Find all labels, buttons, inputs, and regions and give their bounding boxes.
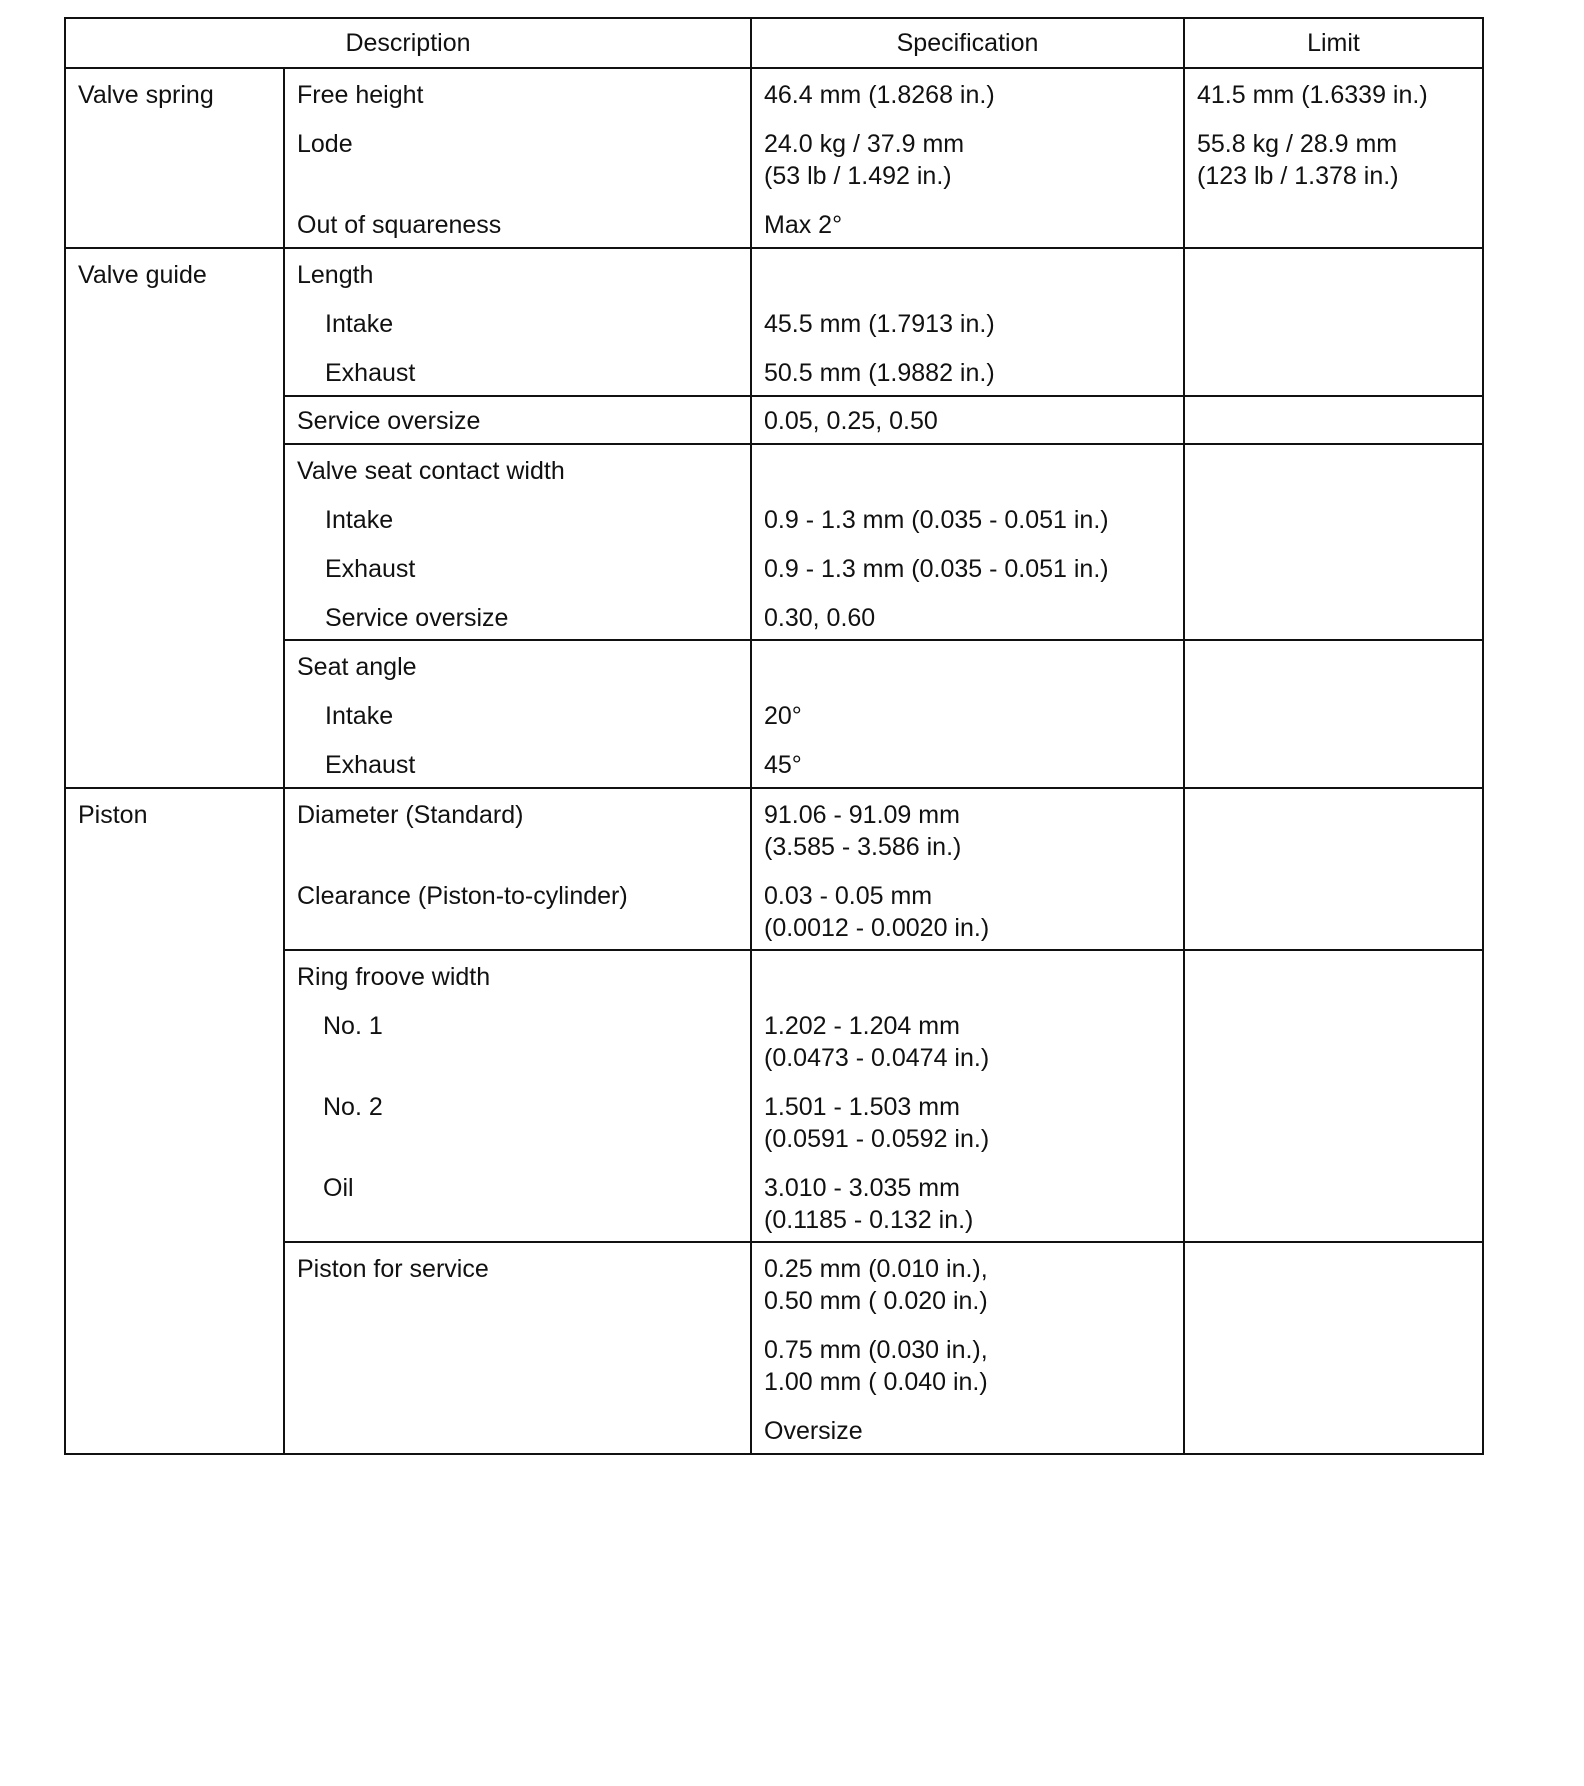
group-label-piston: Piston [65, 788, 284, 1454]
spec-value: 0.50 mm ( 0.020 in.) [764, 1287, 988, 1315]
header-specification: Specification [751, 18, 1184, 68]
header-row [65, 18, 1483, 68]
spec-cell [751, 1242, 1184, 1454]
limit-cell [1184, 640, 1483, 788]
spec-value: Oversize [764, 1417, 863, 1445]
item-label: Diameter (Standard) [297, 801, 524, 829]
item-label: Intake [325, 506, 394, 534]
spec-cell [751, 248, 1184, 396]
spec-value: 45.5 mm (1.7913 in.) [764, 310, 995, 338]
item-label: Out of squareness [297, 211, 502, 239]
spec-value: (53 lb / 1.492 in.) [764, 162, 952, 190]
item-label: Valve seat contact width [297, 457, 565, 485]
desc-cell [284, 950, 751, 1242]
spec-cell [751, 68, 1184, 248]
spec-value: (3.585 - 3.586 in.) [764, 833, 962, 861]
spec-value: 3.010 - 3.035 mm [764, 1174, 960, 1202]
spec-cell [751, 396, 1184, 444]
desc-cell [284, 444, 751, 640]
desc-cell [284, 640, 751, 788]
spec-value: 0.9 - 1.3 mm (0.035 - 0.051 in.) [764, 555, 1109, 583]
item-label: Service oversize [297, 407, 481, 435]
item-label: Exhaust [325, 359, 416, 387]
item-label: Service oversize [325, 604, 509, 632]
limit-cell [1184, 950, 1483, 1242]
spec-value: 45° [764, 751, 802, 779]
item-label: Oil [323, 1174, 354, 1202]
item-label: No. 2 [323, 1093, 383, 1121]
item-label: Exhaust [325, 751, 416, 779]
spec-value: 50.5 mm (1.9882 in.) [764, 359, 995, 387]
spec-value: 0.25 mm (0.010 in.), [764, 1255, 988, 1283]
spec-value: (0.0012 - 0.0020 in.) [764, 914, 990, 942]
item-label: Intake [325, 702, 394, 730]
spec-cell [751, 788, 1184, 950]
desc-cell [284, 68, 751, 248]
spec-table [64, 17, 1484, 1455]
item-label: Exhaust [325, 555, 416, 583]
spec-value: 1.202 - 1.204 mm [764, 1012, 960, 1040]
spec-cell [751, 640, 1184, 788]
spec-value: (0.1185 - 0.132 in.) [764, 1206, 974, 1234]
spec-value: 0.03 - 0.05 mm [764, 882, 933, 910]
limit-cell [1184, 68, 1483, 248]
spec-value: 1.501 - 1.503 mm [764, 1093, 960, 1121]
spec-value: 20° [764, 702, 802, 730]
spec-value: 0.75 mm (0.030 in.), [764, 1336, 988, 1364]
spec-value: 1.00 mm ( 0.040 in.) [764, 1368, 988, 1396]
spec-value: 46.4 mm (1.8268 in.) [764, 81, 995, 109]
item-label: Free height [297, 81, 424, 109]
header-description: Description [65, 18, 751, 68]
spec-value: 0.05, 0.25, 0.50 [764, 407, 938, 435]
spec-value: 91.06 - 91.09 mm [764, 801, 960, 829]
limit-cell [1184, 788, 1483, 950]
header-limit: Limit [1184, 18, 1483, 68]
limit-value: 55.8 kg / 28.9 mm [1197, 130, 1398, 158]
desc-cell [284, 248, 751, 396]
limit-cell [1184, 396, 1483, 444]
limit-value: 41.5 mm (1.6339 in.) [1197, 81, 1428, 109]
spec-cell [751, 950, 1184, 1242]
group-label-valve-guide: Valve guide [65, 248, 284, 788]
table-row [65, 68, 1483, 248]
item-label: Length [297, 261, 374, 289]
spec-value: Max 2° [764, 211, 843, 239]
limit-cell [1184, 248, 1483, 396]
group-label-valve-spring: Valve spring [65, 68, 284, 248]
table-row [65, 248, 1483, 396]
spec-value: (0.0591 - 0.0592 in.) [764, 1125, 990, 1153]
table-row [65, 788, 1483, 950]
desc-cell [284, 1242, 751, 1454]
spec-value: (0.0473 - 0.0474 in.) [764, 1044, 990, 1072]
limit-cell [1184, 1242, 1483, 1454]
desc-cell [284, 788, 751, 950]
limit-cell [1184, 444, 1483, 640]
item-label: Intake [325, 310, 394, 338]
spec-value: 24.0 kg / 37.9 mm [764, 130, 965, 158]
item-label: Clearance (Piston-to-cylinder) [297, 882, 628, 910]
spec-value: 0.9 - 1.3 mm (0.035 - 0.051 in.) [764, 506, 1109, 534]
item-label: No. 1 [323, 1012, 383, 1040]
item-label: Piston for service [297, 1255, 489, 1283]
spec-value: 0.30, 0.60 [764, 604, 876, 632]
item-label: Seat angle [297, 653, 417, 681]
limit-value: (123 lb / 1.378 in.) [1197, 162, 1399, 190]
item-label: Lode [297, 130, 353, 158]
desc-cell [284, 396, 751, 444]
item-label: Ring froove width [297, 963, 491, 991]
spec-cell [751, 444, 1184, 640]
